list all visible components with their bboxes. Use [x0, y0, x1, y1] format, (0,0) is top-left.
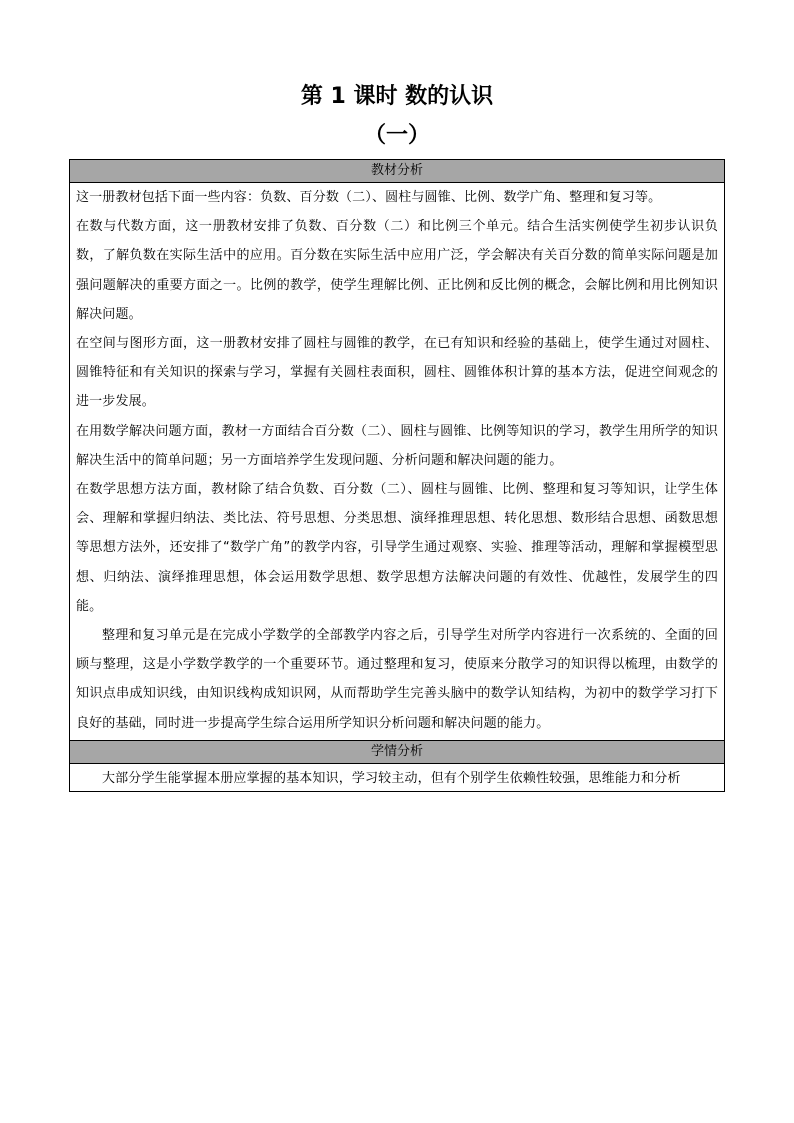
paragraph: 这一册教材包括下面一些内容：负数、百分数（二）、圆柱与圆锥、比例、数学广角、整理和复习等。 [76, 190, 662, 205]
section-body-student-analysis [70, 764, 724, 791]
section-header-student-analysis: 学情分析 [70, 741, 724, 764]
paragraph: 在数与代数方面，这一册教材安排了负数、百分数（二）和比例三个单元。结合生活实例使学生初步认识负数，了解负数在实际生活中的应用。百分数在实际生活中应用广泛，学会解决有关百分数的简单实际问题是加强问题解决的重要方面之一。比例的教学，使学生理解比例、正比例和反比例的概念，会解比例和用比例知识解决问题。 [76, 219, 718, 322]
paragraph: 在数学思想方法方面，教材除了结合负数、百分数（二）、圆柱与圆锥、比例、整理和复习等知识，让学生体会、理解和掌握归纳法、类比法、符号思想、分类思想、演绎推理思想、转化思想、数形结合思想、函数思想等思想方法外，还安排了“数学广角”的教学内容，引导学生通过观察、实验、推理等活动，理解和掌握模型思想、归纳法、演绎推理思想，体会运用数学思想、数学思想方法解决问题的有效性、优越性，发展学生的四能。 [76, 482, 718, 614]
paragraph: 整理和复习单元是在完成小学数学的全部教学内容之后，引导学生对所学内容进行一次系统的、全面的回顾与整理，这是小学数学教学的一个重要环节。通过整理和复习，使原来分散学习的知识得以梳理，由数学的知识点串成知识线，由知识线构成知识网，从而帮助学生完善头脑中的数学认知结构，为初中的数学学习打下良好的基础，同时进一步提高学生综合运用所学知识分析问题和解决问题的能力。 [76, 628, 718, 731]
paragraph: 大部分学生能掌握本册应掌握的基本知识，学习较主动，但有个别学生依赖性较强，思维能力和分析 [102, 770, 681, 786]
section-body-textbook-analysis [70, 183, 724, 741]
paragraph: 在空间与图形方面，这一册教材安排了圆柱与圆锥的教学，在已有知识和经验的基础上，使学生通过对圆柱、圆锥特征和有关知识的探索与学习，掌握有关圆柱表面积，圆柱、圆锥体积计算的基本方法，促进空间观念的进一步发展。 [76, 336, 718, 410]
section-header-textbook-analysis: 教材分析 [70, 160, 724, 183]
page-title: 第 1 课时 数的认识 [300, 84, 494, 109]
paragraph: 在用数学解决问题方面，教材一方面结合百分数（二）、圆柱与圆锥、比例等知识的学习，教学生用所学的知识解决生活中的简单问题；另一方面培养学生发现问题、分析问题和解决问题的能力。 [76, 423, 718, 468]
lesson-table [69, 159, 725, 792]
page-subtitle: （一） [363, 123, 430, 148]
